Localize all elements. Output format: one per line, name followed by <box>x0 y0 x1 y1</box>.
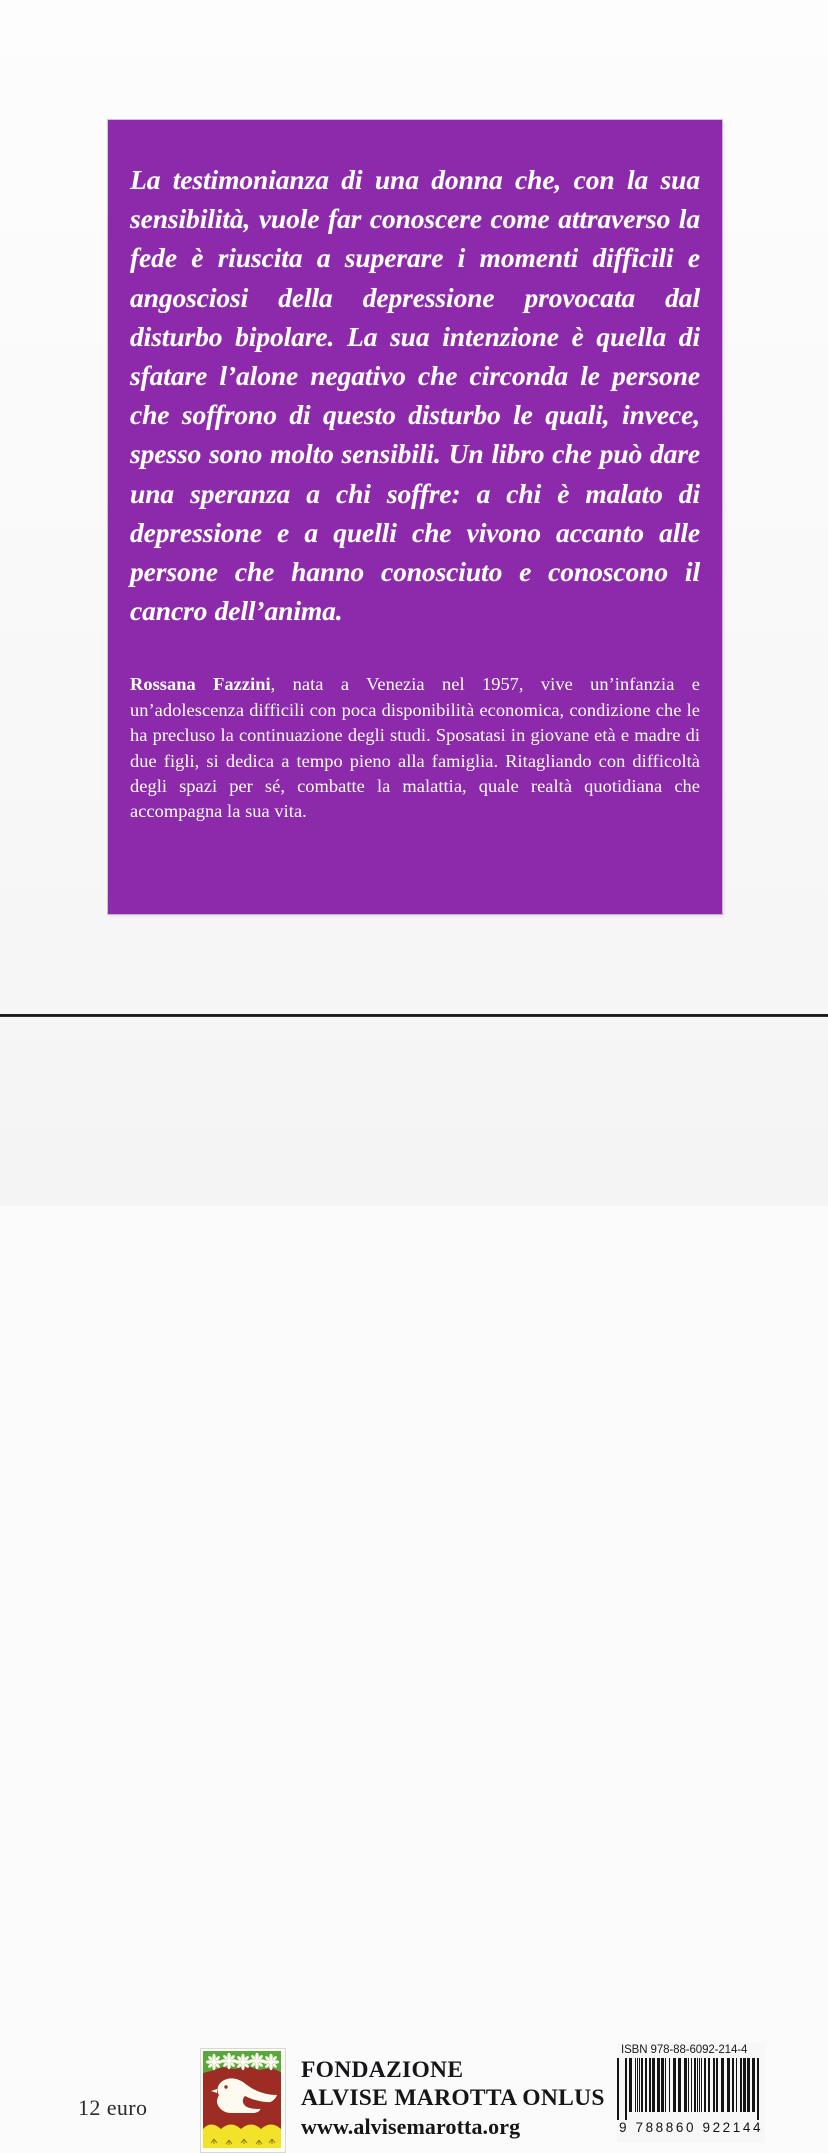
barcode-digits: 9 788860 922144 <box>619 2120 764 2135</box>
author-bio-paragraph <box>130 672 700 824</box>
blurb-panel <box>108 120 722 914</box>
publisher-line-1: FONDAZIONE <box>301 2057 464 2083</box>
author-bio-block <box>130 672 700 824</box>
publisher-line-2: ALVISE MAROTTA ONLUS <box>301 2084 605 2111</box>
price-label: 12 euro <box>78 2095 148 2120</box>
dove-logo-graphic <box>201 2049 283 2150</box>
author-name: Rossana Fazzini <box>130 674 271 695</box>
dove-logo <box>200 2048 286 2153</box>
isbn-label: ISBN 978-88-6092-214-4 <box>621 2044 748 2056</box>
footer <box>0 1017 828 2139</box>
publisher-website: www.alvisemarotta.org <box>301 2114 521 2139</box>
publisher-block <box>301 2057 605 2141</box>
barcode-bars <box>617 2058 763 2120</box>
blurb-paragraph: La testimonianza di una donna che, con la sua sensibilità, vuole far conoscere come attraverso la fede è riuscita a superare i momenti difficili e angosciosi della depressione provocata dal disturbo bipolare. La sua intenzione è quella di sfatare l’alone negativo che circonda le persone che soffrono di questo disturbo le quali, invece, spesso sono molto sensibili. Un libro che può dare una speranza a chi soffre: a chi è malato di depressione e a quelli che vivono accanto alle persone che hanno conosciuto e conoscono il cancro dell’anima. <box>130 164 700 627</box>
author-bio-text: , nata a Venezia nel 1957, vive un’infanzia e un’adolescenza difficili con poca disponibilità economica, condizione che le ha precluso la continuazione degli studi. Sposatasi in giovane età e madre di due figli, si dedica a tempo pieno alla famiglia. Ritagliando con difficoltà degli spazi per sé, combatte la malattia, quale realtà quotidiana che accompagna la sua vita. <box>130 674 700 822</box>
barcode-zone <box>617 2043 765 2143</box>
